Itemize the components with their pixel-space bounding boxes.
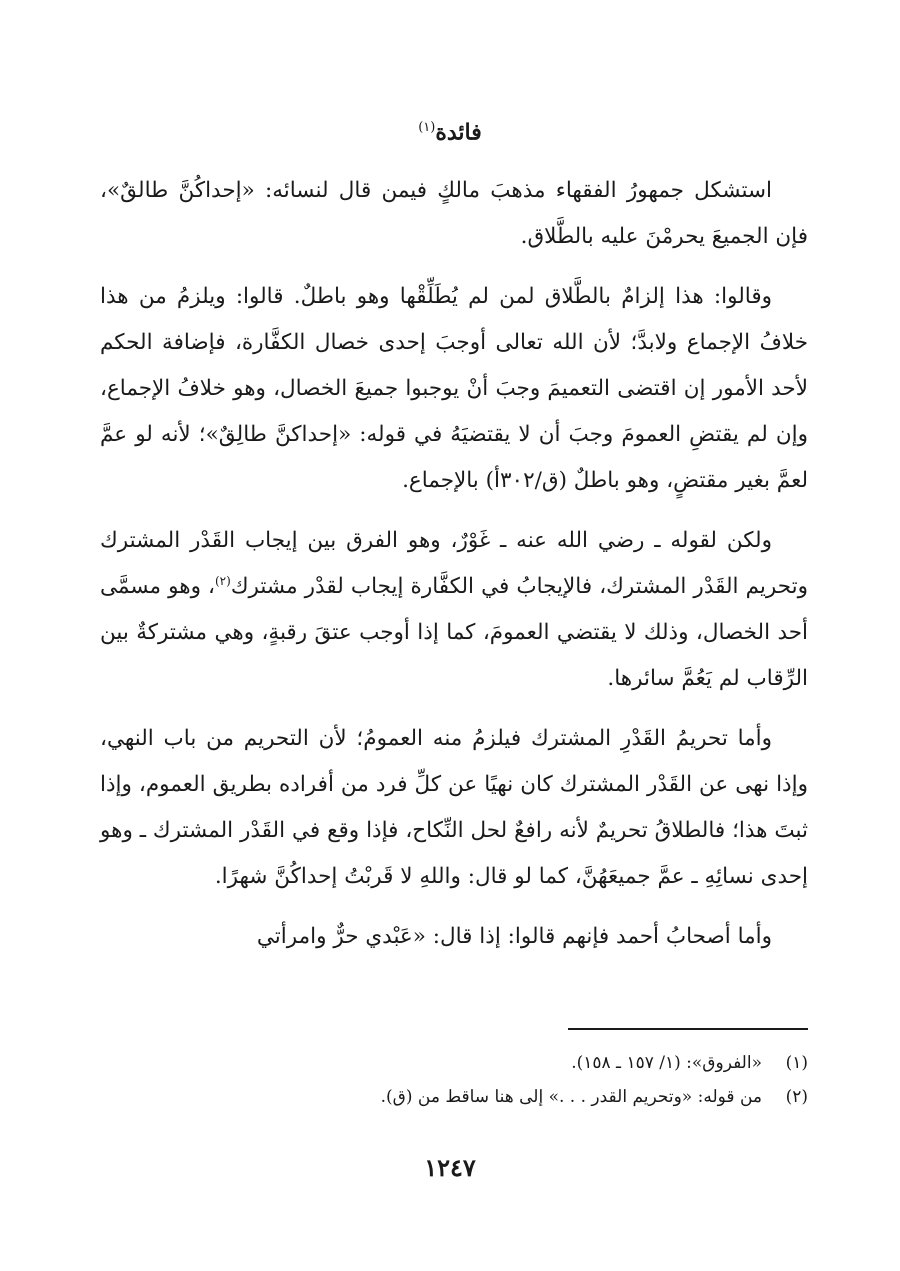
paragraph-4 — [100, 716, 808, 900]
footnote-text: «الفروق»: (١/ ١٥٧ ـ ١٥٨). — [571, 1053, 762, 1073]
heading-footnote-marker: (١) — [418, 120, 436, 135]
footnotes — [100, 1046, 808, 1114]
footnote-divider — [568, 1028, 808, 1030]
footnote-marker-2: (٢) — [214, 573, 231, 588]
footnote-number: (١) — [785, 1053, 808, 1073]
footnote-1 — [100, 1046, 808, 1080]
paragraph-text: ولكن لقوله ـ رضي الله عنه ـ غَوْرٌ، وهو الفرق بين إيجاب القَدْر المشترك وتحريم القَدْر المشترك، فالإيجابُ في الكفَّارة إيجاب لقدْر مشترك — [100, 528, 808, 599]
section-heading — [0, 108, 900, 152]
page-number: ١٢٤٧ — [424, 1153, 476, 1182]
paragraph-2 — [100, 274, 808, 504]
footnote-2 — [100, 1080, 808, 1114]
footnote-text: من قوله: «وتحريم القدر . . .» إلى هنا ساقط من (ق). — [380, 1087, 762, 1107]
paragraph-3 — [100, 518, 808, 702]
paragraph-1 — [100, 168, 808, 260]
paragraph-text: وأما أصحابُ أحمد فإنهم قالوا: إذا قال: «عَبْدي حرٌّ وامرأتي — [256, 924, 772, 949]
paragraph-5 — [100, 914, 808, 960]
body-text — [100, 168, 808, 974]
heading-title: فائدة — [435, 119, 482, 146]
paragraph-text: استشكل جمهورُ الفقهاء مذهبَ مالكٍ فيمن قال لنسائه: «إحداكُنَّ طالقٌ»، فإن الجميعَ يحرمْنَ عليه بالطَّلاق. — [100, 178, 808, 249]
paragraph-text: وأما تحريمُ القَدْرِ المشترك فيلزمُ منه العمومُ؛ لأن التحريم من باب النهي، وإذا نهى عن القَدْر المشترك كان نهيًا عن كلِّ فرد من أفراده بطريق العموم، وإذا ثبتَ هذا؛ فالطلاقُ تحريمٌ لأنه رافعٌ لحل النِّكاح، فإذا وقع في القَدْر المشترك ـ وهو إحدى نسائِهِ ـ عمَّ جميعَهُنَّ، كما لو قال: واللهِ لا قَربْتُ إحداكُنَّ شهرًا. — [100, 726, 808, 889]
paragraph-text-continued: ، وهو مسمَّى أحد الخصال، وذلك لا يقتضي العمومَ، كما إذا أوجب عتقَ رقبةٍ، وهي مشتركةٌ بين الرِّقاب لم يَعُمَّ سائرها. — [100, 574, 808, 691]
paragraph-text: وقالوا: هذا إلزامٌ بالطَّلاق لمن لم يُطَلِّقْها وهو باطلٌ. قالوا: ويلزمُ من هذا خلافُ الإجماع ولابدَّ؛ لأن الله تعالى أوجبَ إحدى خصال الكفَّارة، فإضافة الحكم لأحد الأمور إن اقتضى التعميمَ وجبَ أنْ يوجبوا جميعَ الخصال، وهو خلافُ الإجماع، وإن لم يقتضِ العمومَ وجبَ أن لا يقتضيَهُ في قوله: «إحداكنَّ طالِقٌ»؛ لأنه لو عمَّ لعمَّ بغير مقتضٍ، وهو باطلٌ (ق/٣٠٢أ) بالإجماع. — [100, 284, 808, 493]
footnote-number: (٢) — [785, 1087, 808, 1107]
